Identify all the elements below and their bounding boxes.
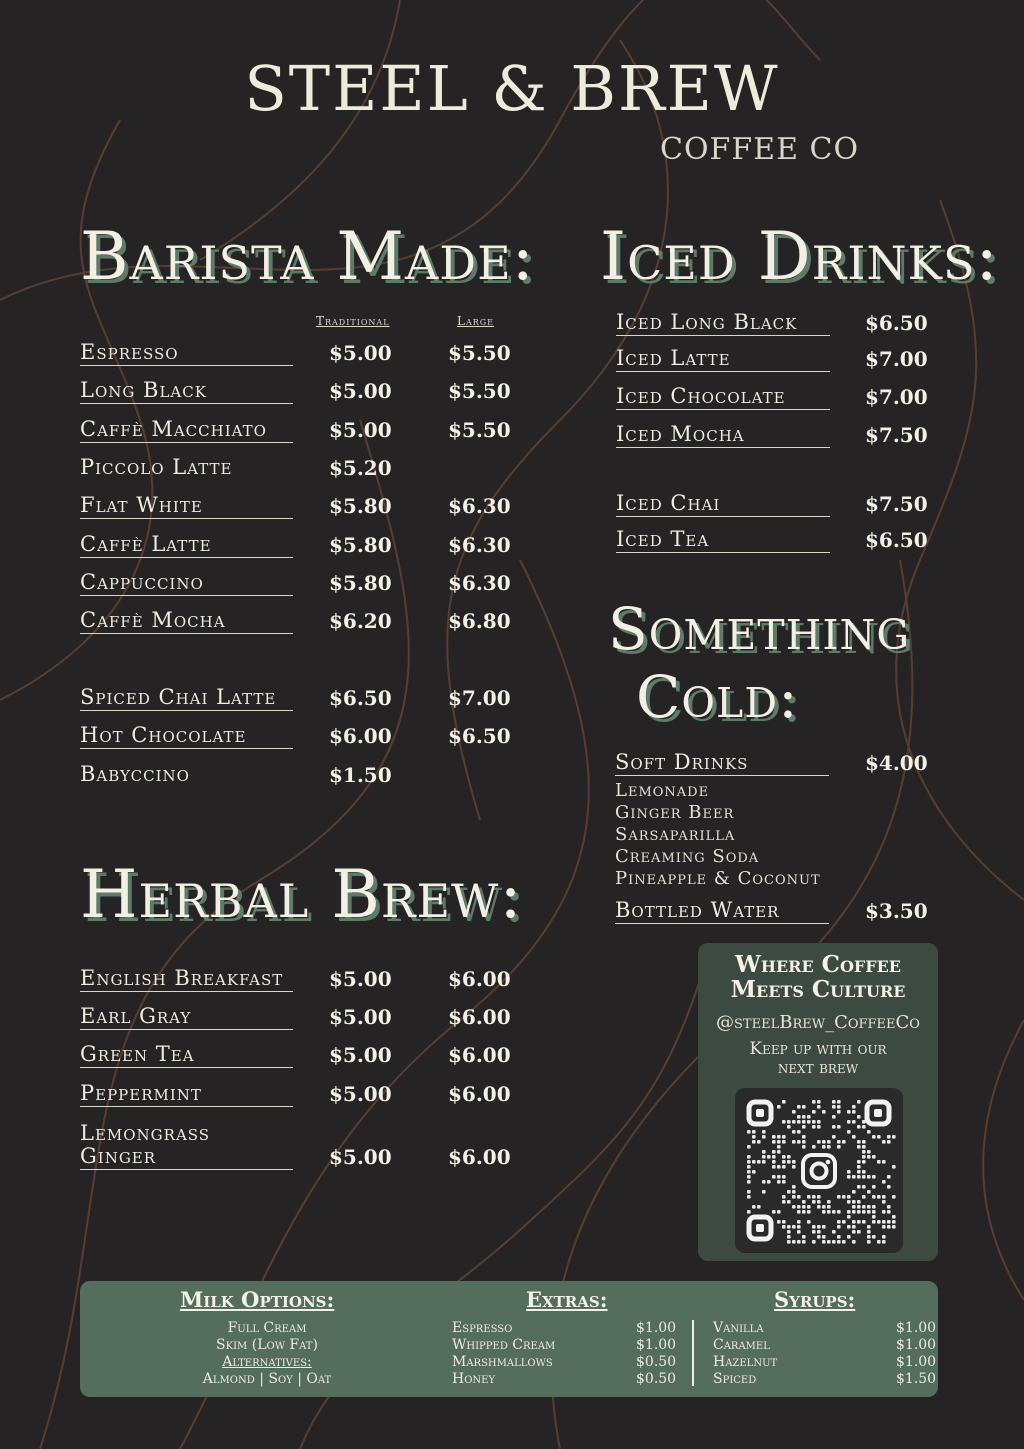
flavour-item: Lemonade [615,780,710,801]
menu-price-traditional: $5.00 [329,418,392,442]
menu-price-traditional: $5.00 [329,1082,392,1106]
qr-code[interactable] [735,1088,903,1253]
menu-item: Peppermint [80,1082,293,1107]
menu-price-traditional: $6.20 [329,609,392,633]
menu-item: Earl Gray [80,1005,293,1030]
menu-price-large: $5.50 [448,379,511,403]
menu-price-traditional: $5.20 [329,456,392,480]
instagram-handle[interactable]: @steelBrew_CoffeeCo [716,1012,920,1033]
menu-price-traditional: $5.80 [329,533,392,557]
option-price: $1.00 [896,1354,937,1370]
option-item: Marshmallows [452,1354,553,1370]
herbal-title: Herbal Brew: [80,856,523,933]
menu-price-traditional: $1.50 [329,763,392,787]
menu-price-traditional: $6.50 [329,686,392,710]
flavour-item: Creaming Soda [615,846,760,867]
menu-price-traditional: $5.00 [329,1043,392,1067]
option-price: $0.50 [636,1354,677,1370]
option-price: $1.50 [896,1371,937,1387]
menu-item: Caffè Mocha [80,609,293,634]
menu-item: Iced Long Black [616,311,830,336]
menu-price-large: $6.30 [448,571,511,595]
option-price: $1.00 [896,1337,937,1353]
menu-item: Soft Drinks [615,751,829,776]
brand-subtitle: COFFEE CO [660,132,860,167]
milk-options: Full Cream Skim (Low Fat) Alternatives: Almond | Soy | Oat [202,1320,332,1387]
menu-price: $6.50 [865,311,928,335]
menu-item: Hot Chocolate [80,724,293,749]
menu-price-traditional: $5.00 [329,379,392,403]
flavour-item: Ginger Beer [615,802,735,823]
option-price: $0.50 [636,1371,677,1387]
menu-item: Espresso [80,341,293,366]
menu-price: $4.00 [865,751,928,775]
menu-price-traditional: $5.80 [329,571,392,595]
cold-title-line1: Something [608,595,911,663]
menu-price-traditional: $5.00 [329,1005,392,1029]
syrups-title: Syrups: [774,1287,856,1312]
menu-item: Bottled Water [615,899,829,924]
option-price: $1.00 [636,1337,677,1353]
menu-price-large: $6.50 [448,724,511,748]
menu-item: Caffè Macchiato [80,418,293,443]
iced-title: Iced Drinks: [600,218,999,295]
menu-item: Green Tea [80,1043,293,1068]
brand-name: STEEL & BREW [244,52,780,125]
menu-price-traditional: $5.80 [329,494,392,518]
option-item: Vanilla [713,1320,764,1336]
menu-price-large: $6.30 [448,533,511,557]
menu-item: Flat White [80,494,293,519]
flavour-item: Sarsaparilla [615,824,736,845]
promo-title: Where Coffee Meets Culture [730,951,906,1004]
option-item: Honey [452,1371,496,1387]
menu-price-large: $6.00 [448,1005,511,1029]
menu-price-traditional: $5.00 [329,967,392,991]
menu-price-large: $6.00 [448,967,511,991]
milk-title: Milk Options: [180,1287,335,1312]
menu-item: Babyccino [80,762,190,786]
col-traditional: Traditional [316,314,390,328]
menu-item: Long Black [80,379,293,404]
col-large: Large [457,314,494,328]
menu-price: $6.50 [865,528,928,552]
option-price: $1.00 [896,1320,937,1336]
menu-price: $7.50 [865,492,928,516]
menu-item: Lemongrass Ginger [80,1121,293,1170]
menu-item: Iced Chai [616,492,830,517]
menu-item: Iced Latte [616,347,830,372]
menu-item: Iced Chocolate [616,385,830,410]
menu-price: $3.50 [865,899,928,923]
menu-price-large: $6.00 [448,1082,511,1106]
menu-price: $7.00 [865,385,928,409]
promo-text: Keep up with our next brew [749,1039,887,1078]
option-item: Hazelnut [713,1354,778,1370]
flavour-item: Pineapple & Coconut [615,868,821,889]
extras-title: Extras: [526,1287,608,1312]
barista-title: Barista Made: [80,218,535,295]
menu-price-large: $6.30 [448,494,511,518]
option-item: Espresso [452,1320,513,1336]
menu-price-traditional: $6.00 [329,724,392,748]
menu-price-large: $6.00 [448,1043,511,1067]
divider [692,1320,694,1386]
option-item: Whipped Cream [452,1337,556,1353]
menu-price-large: $6.80 [448,609,511,633]
menu-item: Iced Tea [616,528,830,553]
menu-price: $7.00 [865,347,928,371]
menu-item: English Breakfast [80,967,293,992]
menu-price-large: $6.00 [448,1145,511,1169]
option-item: Spiced [713,1371,757,1387]
menu-price-traditional: $5.00 [329,341,392,365]
menu-item: Iced Mocha [616,423,830,448]
cold-title-line2: Cold: [636,663,799,731]
option-item: Caramel [713,1337,770,1353]
option-price: $1.00 [636,1320,677,1336]
menu-price-large: $5.50 [448,418,511,442]
menu-price-traditional: $5.00 [329,1145,392,1169]
menu-item: Spiced Chai Latte [80,686,293,711]
menu-price-large: $5.50 [448,341,511,365]
menu-item: Cappuccino [80,571,293,596]
menu-item: Caffè Latte [80,533,293,558]
menu-item: Piccolo Latte [80,455,233,479]
menu-price: $7.50 [865,423,928,447]
menu-price-large: $7.00 [448,686,511,710]
